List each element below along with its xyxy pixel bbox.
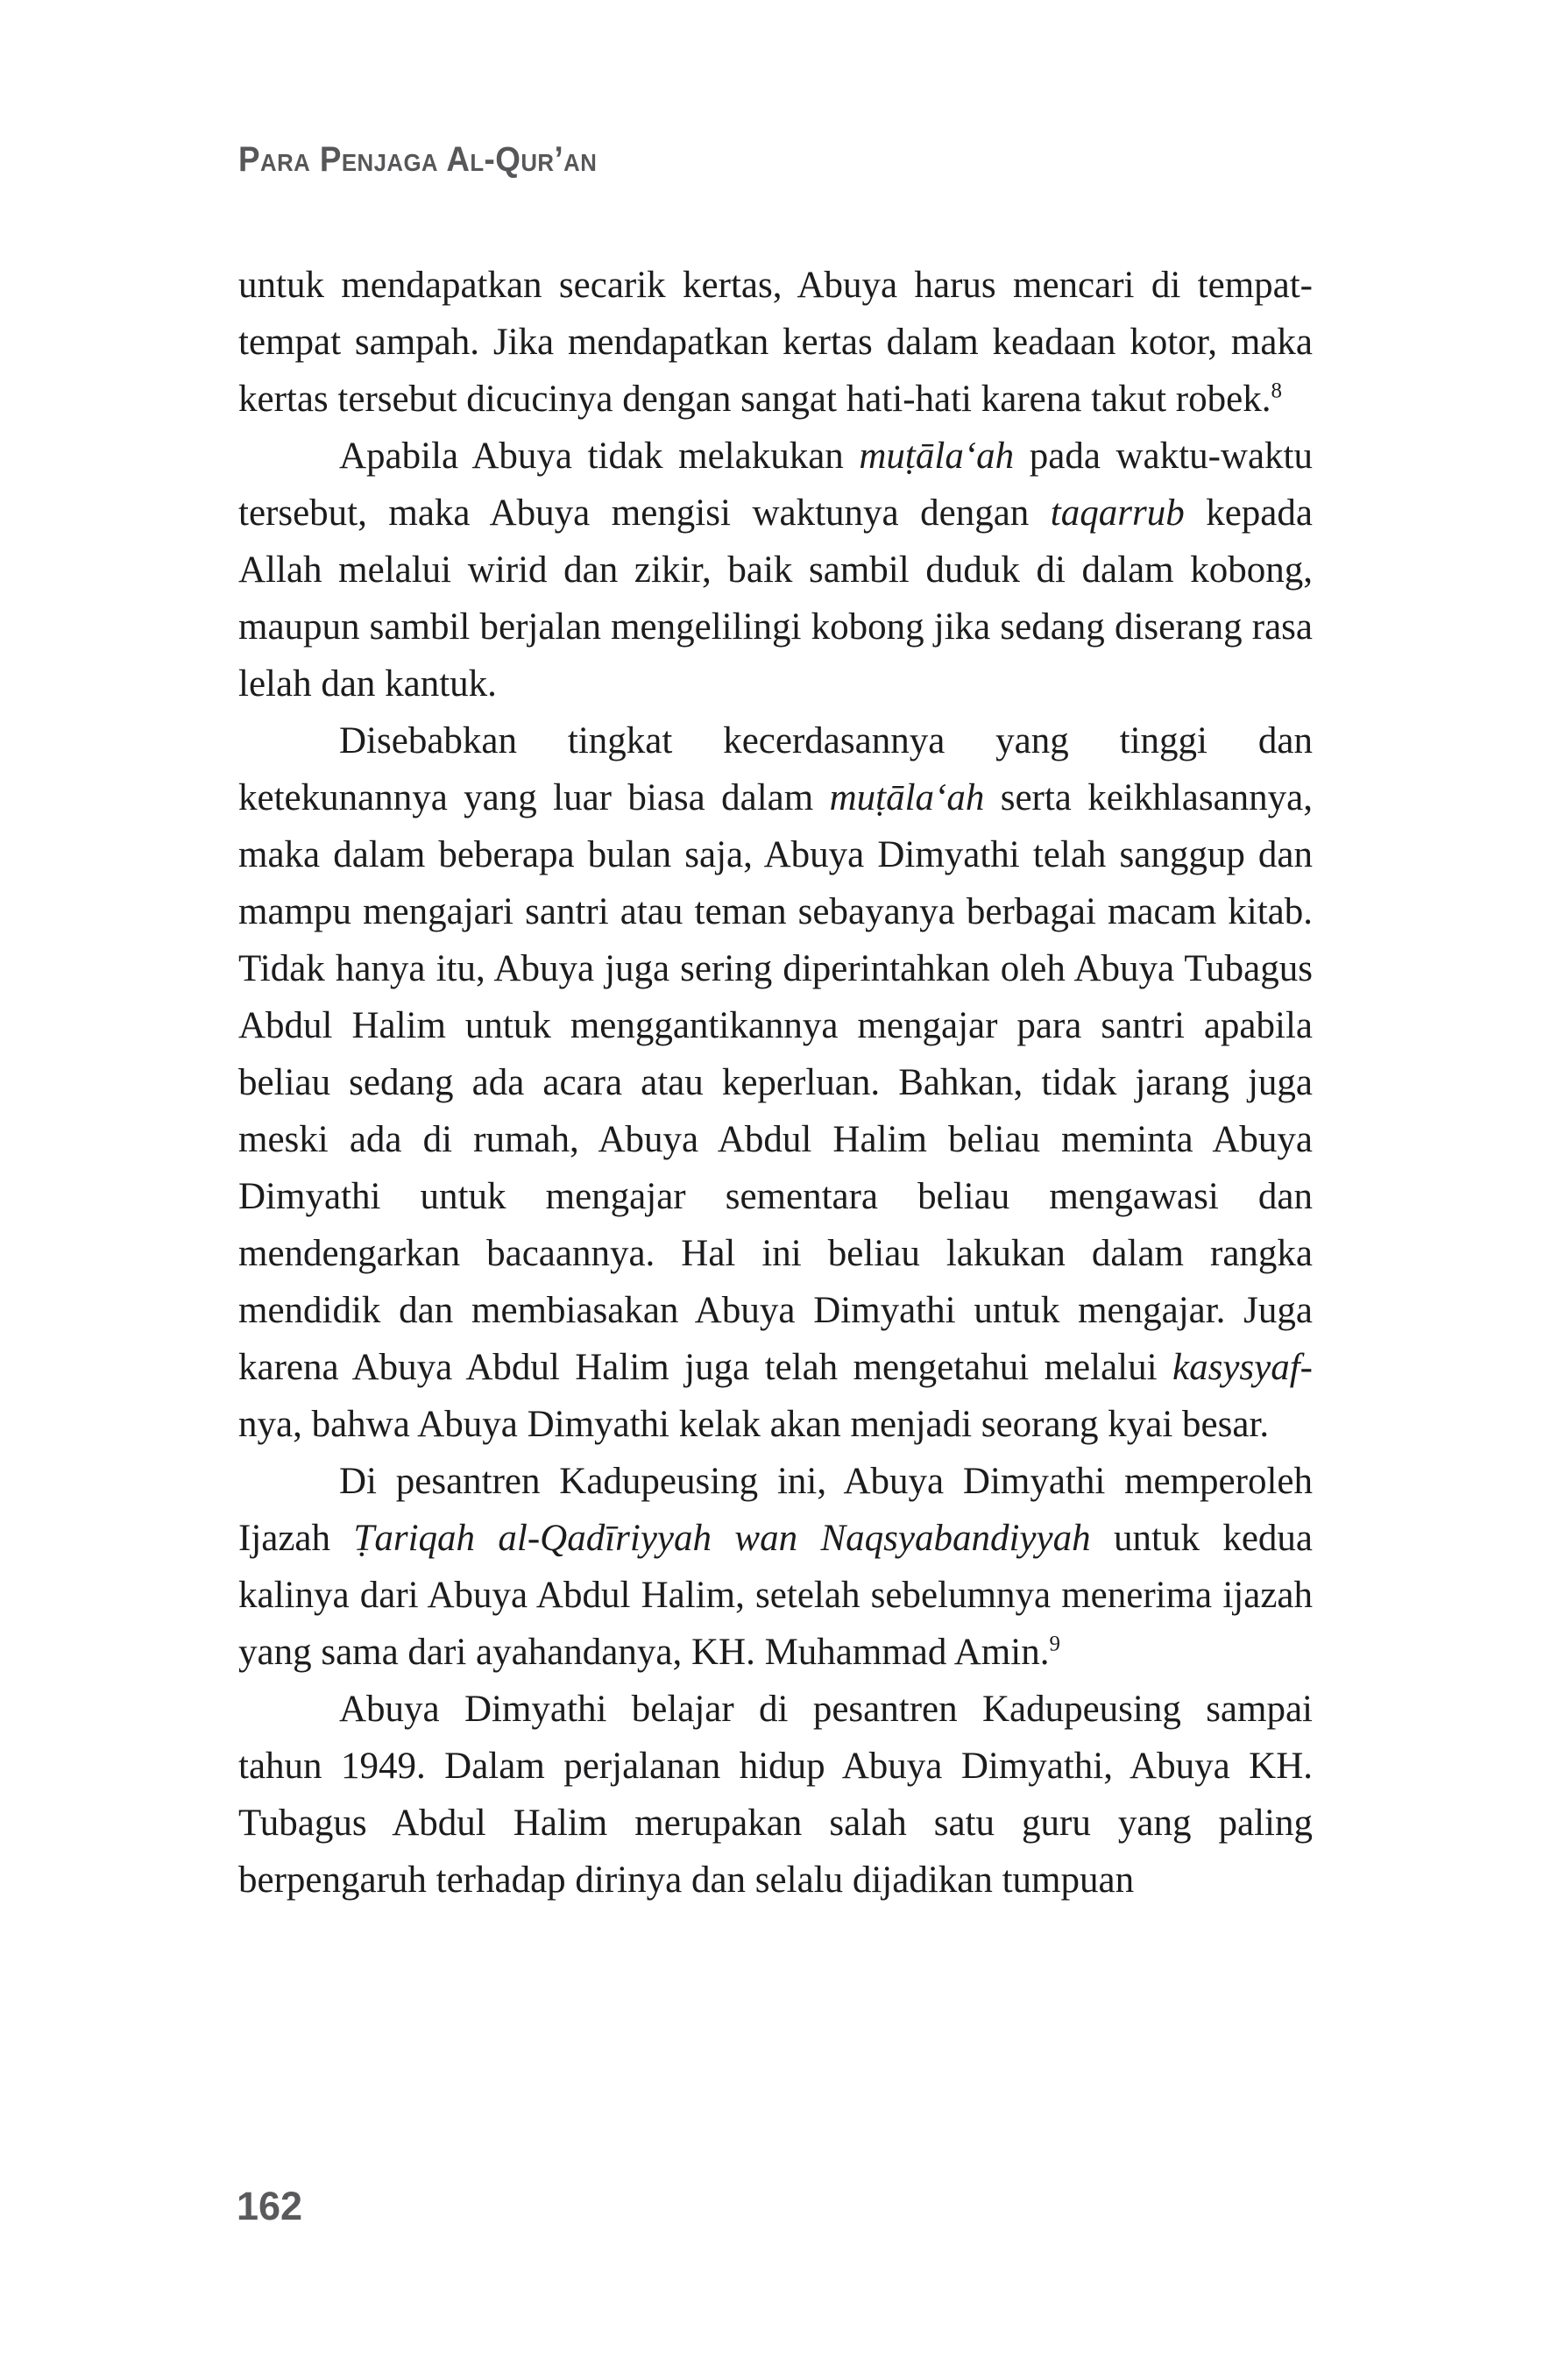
running-header: Para Penjaga Al-Qur’an [238,140,598,179]
text-segment: taqarrub [1050,492,1185,534]
text-segment: Disebabkan tingkat kecerdasannya yang tinggi dan ketekunannya yang luar biasa dalam [238,720,1313,818]
text-segment: muṭālaʻah [859,436,1015,477]
text-segment: Di pesantren Kadupeusing ini, Abuya Dimyathi memperoleh Ijazah [238,1461,1313,1559]
text-segment: pada waktu-waktu tersebut, maka Abuya mengisi waktunya dengan [238,436,1313,534]
paragraph [238,1453,1313,1681]
paragraph [238,428,1313,712]
text-segment: Abuya Dimyathi belajar di pesantren Kadupeusing sampai tahun 1949. Dalam perjalanan hidup Abuya Dimyathi, Abuya KH. Tubagus Abdul Halim merupakan salah satu guru yang paling berpengaruh terhadap dirinya dan selalu dijadikan tumpuan [238,1689,1313,1901]
paragraph [238,257,1313,428]
text-segment: kepada Allah melalui wirid dan zikir, baik sambil duduk di dalam kobong, maupun sambil berjalan mengelilingi kobong jika sedang diserang rasa lelah dan kantuk. [238,492,1313,705]
footnote-marker: 8 [1271,379,1282,403]
page-number: 162 [237,2184,303,2228]
text-segment: Ṭariqah al-Qadīriyyah wan Naqsyabandiyyah [353,1518,1091,1559]
text-segment: untuk kedua kalinya dari Abuya Abdul Halim, setelah sebelumnya menerima ijazah yang sama dari ayahandanya, KH. Muhammad Amin. [238,1518,1314,1673]
text-segment: untuk mendapatkan secarik kertas, Abuya harus mencari di tempat-tempat sampah. Jika mendapatkan kertas dalam keadaan kotor, maka kertas tersebut dicucinya dengan sangat hati-hati karena takut robek. [238,265,1313,420]
paragraph [238,712,1313,1453]
text-segment: Apabila Abuya tidak melakukan [339,436,860,477]
body-text [238,257,1313,1909]
text-segment: kasysyaf [1172,1347,1300,1388]
footnote-marker: 9 [1049,1632,1060,1656]
text-segment: -nya, bahwa Abuya Dimyathi kelak akan menjadi seorang kyai besar. [238,1347,1313,1445]
paragraph [238,1681,1313,1909]
text-segment: serta keikhlasannya, maka dalam beberapa bulan saja, Abuya Dimyathi telah sanggup dan mampu mengajari santri atau teman sebayanya berbagai macam kitab. Tidak hanya itu, Abuya juga sering diperintahkan oleh Abuya Tubagus Abdul Halim untuk menggantikannya mengajar para santri apabila beliau sedang ada acara atau keperluan. Bahkan, tidak jarang juga meski ada di rumah, Abuya Abdul Halim beliau meminta Abuya Dimyathi untuk mengajar sementara beliau mengawasi dan mendengarkan bacaannya. Hal ini beliau lakukan dalam rangka mendidik dan membiasakan Abuya Dimyathi untuk mengajar. Juga karena Abuya Abdul Halim juga telah mengetahui melalui [238,777,1313,1388]
text-segment: muṭālaʻah [829,777,985,818]
